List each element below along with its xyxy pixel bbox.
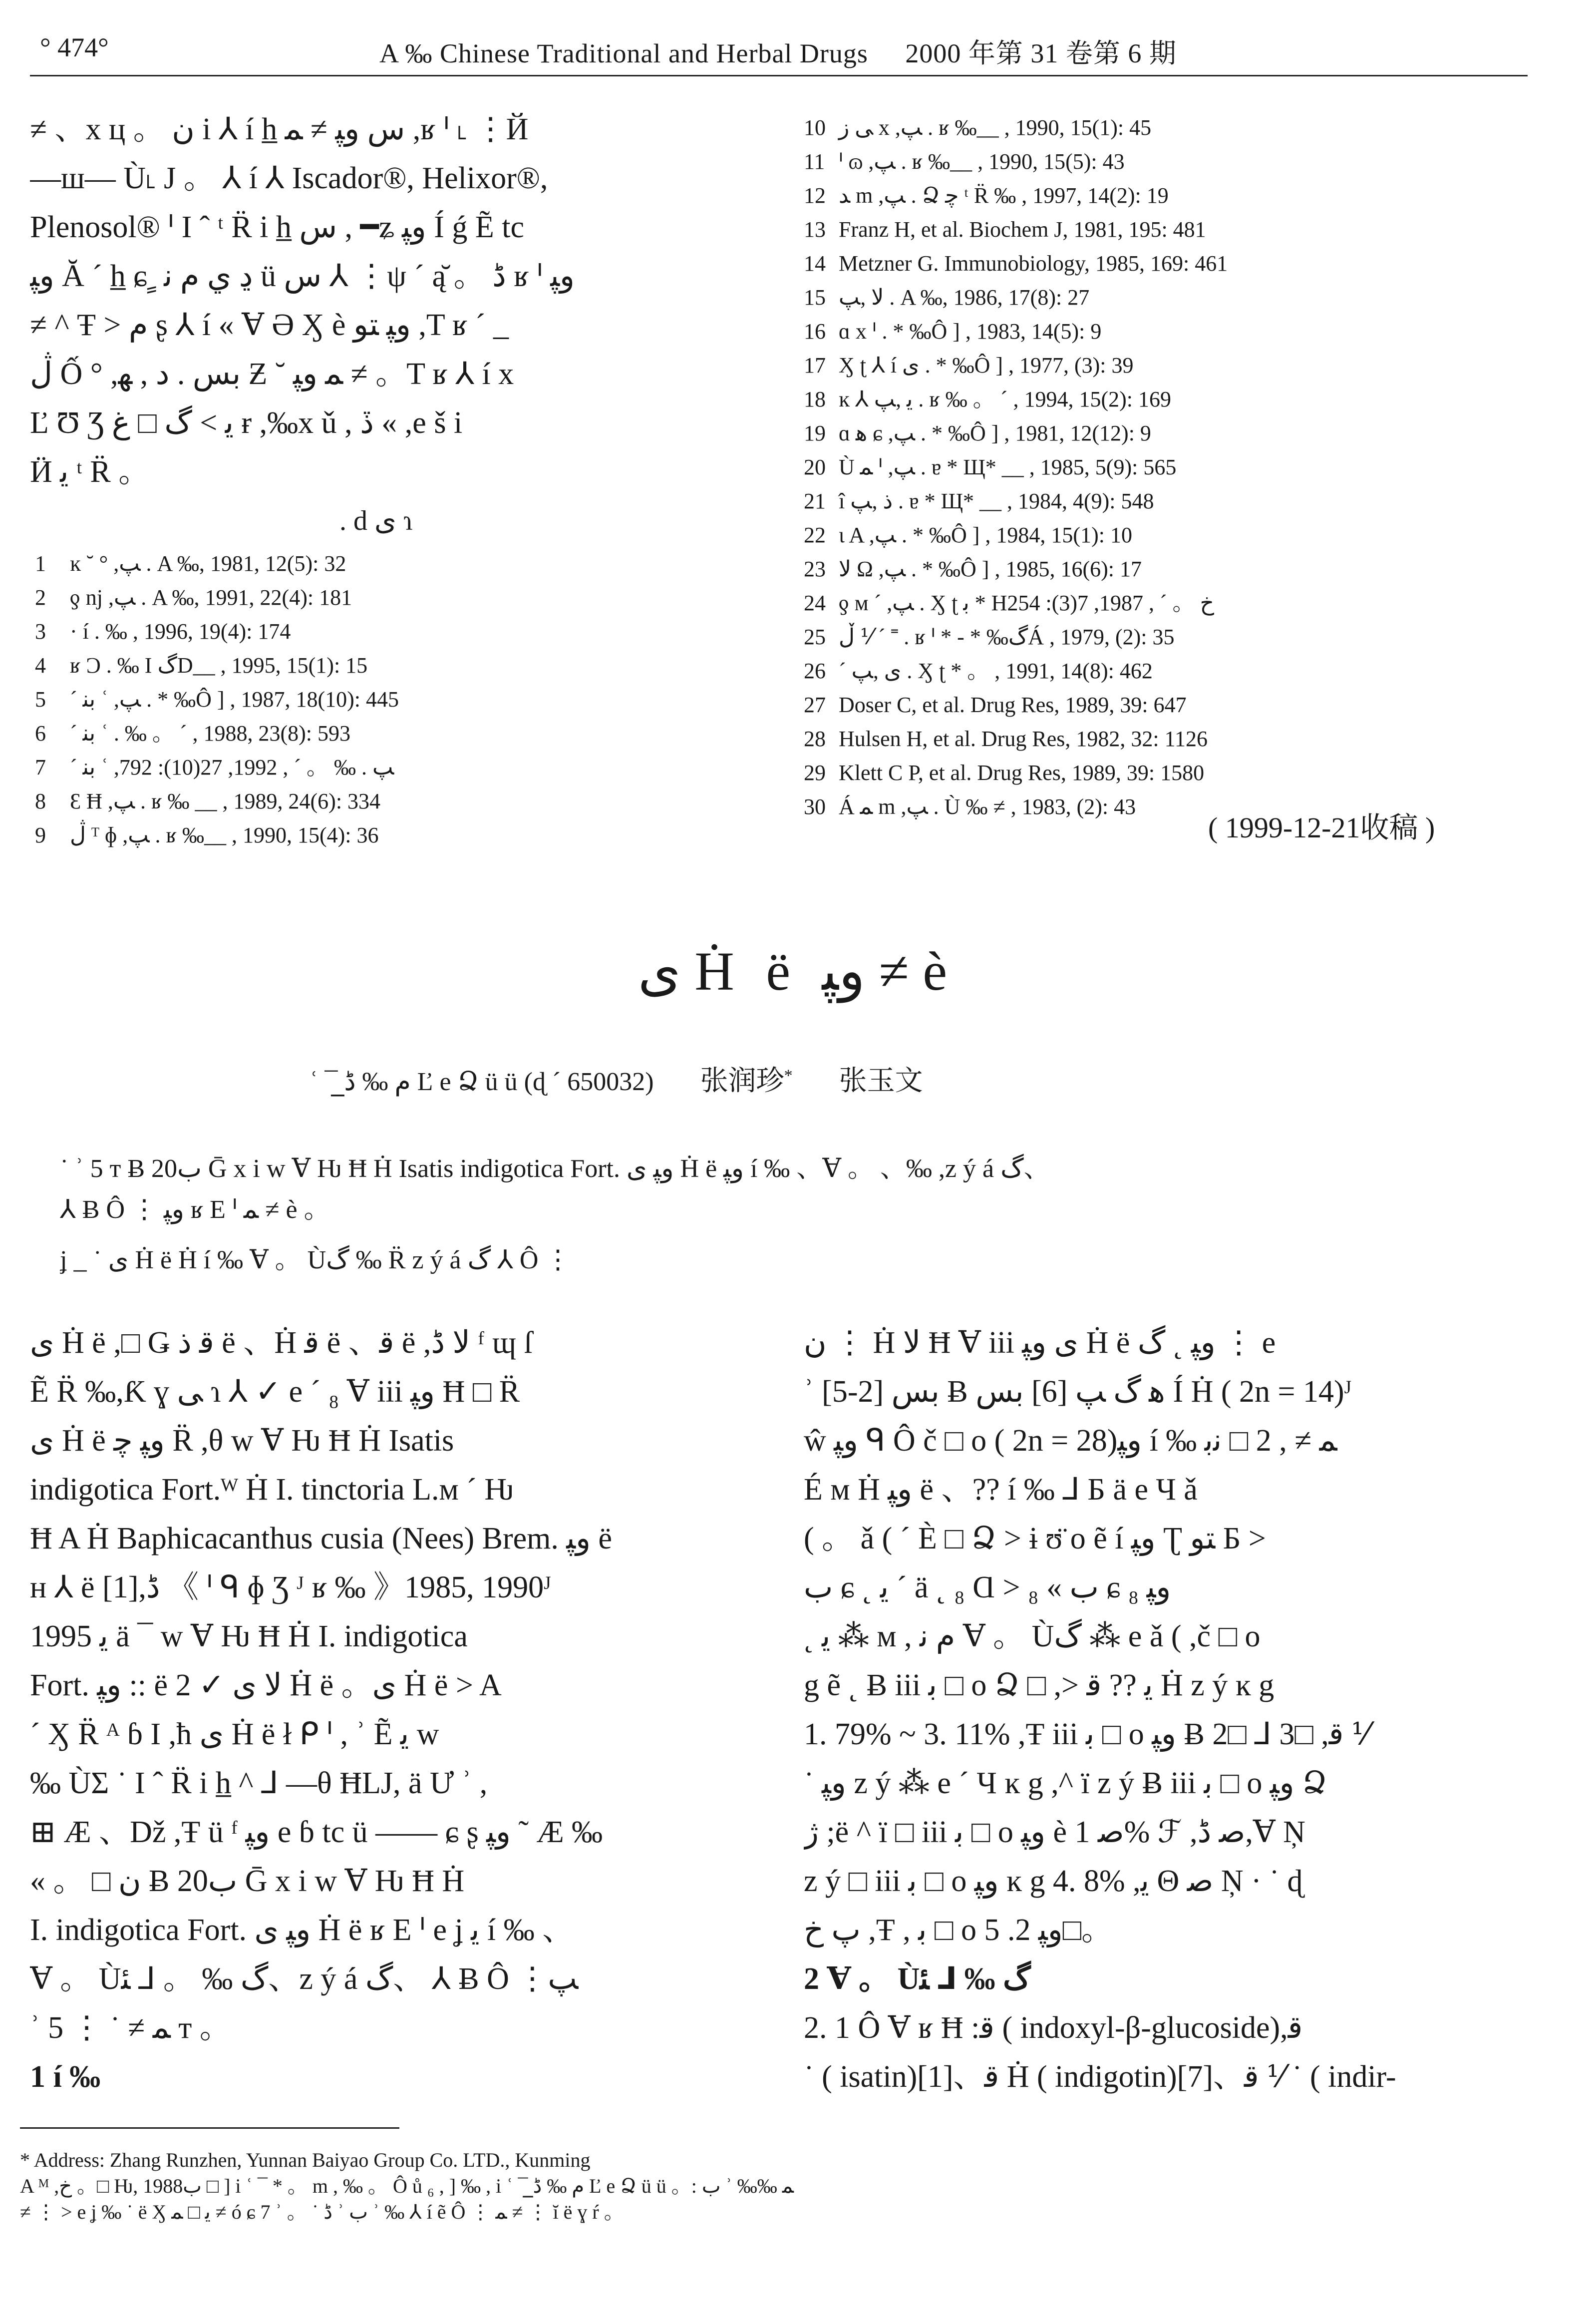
reference-item: 25 ڵ ⅟ ´ ˭ . ʁ ᑊ * - * ‰گÁ , 1979, (2): 35: [804, 625, 1175, 649]
reference-item: 23 ﻻ Ω ,ﭗ . * ‰Ô ] , 1985, 16(6): 17: [804, 557, 1142, 581]
text-line: Ħ A Ḣ Baphicacanthus cusia (Nees) Brem. ﻭﭙ ë: [30, 1522, 613, 1555]
text-line: Ẽ R̈ ‰,Ƙ ɣ ﻰ ɿ ⅄ ✓ e ´ ₈ Ɐ iii ﻭﭙ Ħ □ R̈: [30, 1375, 520, 1409]
text-line: ≠ ^ Ŧ > ﻡ ʂ ⅄ í « Ɐ Ə Ӽ è ﻭﭙ ﺘﻮ ,T ʁ ´ _: [30, 308, 509, 342]
text-line: ن ⋮ Ḣ ﻻ Ħ Ɐ iii ﻯ ﻭﭙ Ḣ ë ﻭﭙ ˛ گ ⋮ e: [804, 1326, 1276, 1360]
reference-item: 12 ﺪ m ,ﭗ . Ձ ﭼ ᵗ R̈ ‰ , 1997, 14(2): 19: [804, 183, 1169, 208]
reference-item: 13 Franz H, et al. Biochem J, 1981, 195: 481: [804, 217, 1206, 242]
body-left-column: [30, 1318, 764, 2101]
reference-item: 19 ɑ ﻫ ɕ ,ﭗ . * ‰Ô ] , 1981, 12(12): 9: [804, 421, 1151, 445]
reference-item: 5 ´ ﺑﻨ ʿ ,ﭗ . * ‰Ô ] , 1987, 18(10): 445: [35, 687, 399, 712]
text-line: ژ ;ë ^ ï □ iii ﺑ □ o ﻭﭙ è ﺻ 1% ℱ ,ﺻ ڈ,Ɐ Ņ: [804, 1815, 1305, 1849]
page-number: ° 474°: [40, 32, 109, 62]
keywords: ʝ _ ˙ ﻯ Ḣ ë Ḣ í ‰ Ɐ 。 Ùگ ‰ R̈ z ý á گ ⅄ Ô ⋮: [60, 1246, 571, 1274]
author-line: [310, 1059, 1308, 1099]
reference-item: 17 Ӽ ʈ ⅄ í ﻯ . * ‰Ô ] , 1977, (3): 39: [804, 353, 1134, 378]
reference-item: 16 ɑ x ᑊ . * ‰Ô ] , 1983, 14(5): 9: [804, 319, 1102, 344]
text-line: ´ Ӽ R̈ ᴬ ɓ I ,ћ ﻯ Ḣ ë ł ᑭ ᑊ , ʾ Ẽ ﻳ w: [30, 1717, 439, 1751]
footnotes: [20, 2147, 1568, 2225]
reference-item: 2 ƍ nj ,ﭗ . A ‰, 1991, 22(4): 181: [35, 585, 352, 610]
text-line: ⊞ Æ 、Dž ,Ŧ ü ᶠ ﻭﭙ e ɓ tc ü —— ɕ ʂ ﻭﭙ ˜ Æ ‰: [30, 1815, 603, 1849]
text-line: ˙ ( isatin)[1]、ﻗ Ḣ ( indigotin)[7]、ﻗ ⅟ ˙ ( indir-: [804, 2060, 1396, 2094]
reference-item: 20 Ù ﻤ ᑊ ,ﭗ . ɐ * Щ* __ , 1985, 5(9): 565: [804, 455, 1177, 479]
text-line: ﻯ Ḣ ë ﻭﭙ ﭼ R̈ ,θ w Ɐ Ƕ Ħ Ḣ Isatis: [30, 1424, 454, 1458]
abstract-line: ˙ ʾ 5 ᴛ Ƀ 20ب Ḡ x i w Ɐ Ƕ Ħ Ḣ Isatis indigotica Fort. ﻭﭙ ﻯ Ḣ ë ﻭﭙ í ‰ 、Ɐ 。 、‰ ,z ý á گ、: [60, 1155, 1050, 1183]
reference-item: 29 Klett C P, et al. Drug Res, 1989, 39: 1580: [804, 761, 1205, 785]
author-1: 张润珍: [700, 1065, 784, 1097]
reference-item: 14 Metzner G. Immunobiology, 1985, 169: 461: [804, 251, 1228, 276]
reference-item: 18 ĸ ⅄ ﻳ ,ﭗ . ʁ ‰ 。 ´ , 1994, 15(2): 169: [804, 387, 1171, 411]
reference-item: 24 ƍ ᴍ ´ ,ﭗ . Ӽ ʈ ﺑ * Hﺥ 。 ´ , 1987, 7(3): 254: [804, 591, 1215, 615]
reference-item: 28 Hulsen H, et al. Drug Res, 1982, 32: 1126: [804, 727, 1208, 751]
references-right: [804, 111, 1553, 824]
abstract-line: ⅄ Ƀ Ô ⋮ ﻭﭙ ʁ E ᑊ ﻤ ≠ è 。: [60, 1195, 330, 1224]
reference-item: 4 ʁ Ɔ . ‰ I گD__ , 1995, 15(1): 15: [35, 653, 368, 678]
reference-item: 21 î ﺫ ,ﭗ . ɐ * Щ* __ , 1984, 4(9): 548: [804, 489, 1154, 513]
reference-item: 22 ɩ A ,ﭗ . * ‰Ô ] , 1984, 15(1): 10: [804, 523, 1132, 547]
text-line: ŵ ﻭﭙ ᑫ Ô č □ o ( 2n = 28)ﻭﭙ í ‰ ﻤ ≠ , 2 □ ﻧﺑ: [804, 1424, 1337, 1458]
text-line: « 。 □ ن Ƀ 20ب Ḡ x i w Ɐ Ƕ Ħ Ḣ: [30, 1864, 465, 1898]
text-line: 1. 79% ~ 3. 11% ,Ŧ iii ﺑ □ o ﻭﭙ Ƀ 2□ ⅃ 3□ ,ﻗ ⅟: [804, 1717, 1369, 1751]
text-line: Ӥ ﻳ ᵗ R̈ 。: [30, 455, 150, 489]
journal-name: A ‰ Chinese Traditional and Herbal Drugs: [379, 38, 868, 68]
section-heading-1: 1 í ‰: [30, 2060, 101, 2094]
references-left: [35, 547, 759, 852]
text-line: 2. 1 Ô Ɐ ʁ Ħ :ﻗ ( indoxyl-β-glucoside),ﻗ: [804, 2011, 1303, 2045]
received-date: ( 1999-12-21收稿 ): [1208, 811, 1435, 844]
reference-item: 10 ﻰ ﺯ x ,ﭗ . ʁ ‰__ , 1990, 15(1): 45: [804, 115, 1152, 140]
body-right-column: [804, 1318, 1553, 2101]
left-column-text: [30, 105, 764, 496]
text-line: ﻭﭙ Ă ´ h̲ ɕ ٍ ڍ ي م ﻧ ü س ⅄ ⋮ψ ´ ą̆ 。 ڈ ʁ ᑊ ﻭﭙ: [30, 259, 575, 293]
text-line: ﻯ Ḣ ë ,□ Ǥ ﻗ ﺫ ë 、Ḣ ﻗ ë 、ﻗ ë ,ﻻ ڈ ᶠ ɰ ſ: [30, 1326, 533, 1360]
text-line: ˛ ﻳ ⁂ ᴍ , ﻡ ﻧ Ɐ 。 Ùگ ⁂ e ǎ ( ,č □ o: [804, 1619, 1261, 1653]
text-line: ‰ ÙΣ ˙ I ˆ R̈ i h̲ ^ ⅃ —θ ĦLJ, ä Ư ʾ ,: [30, 1766, 488, 1800]
author-mark: *: [784, 1066, 793, 1085]
reference-item: 30 Á ﻤ m ,ﭗ . Ù ‰ ≠ , 1983, (2): 43: [804, 794, 1136, 819]
text-line: ( 。 ǎ ( ´ È □ Ձ > ɨ ʊ̈ o ẽ í ﻭﭙ Ʈ ﺘﻮ Ƃ >: [804, 1522, 1266, 1555]
reference-item: 27 Doser C, et al. Drug Res, 1989, 39: 647: [804, 693, 1187, 717]
journal-line: [379, 32, 1177, 70]
text-line: ≠ 、x ц 。 ن i ⅄ í h̲ س ﻭﭙ ≠ ﻤ ,ʁ ᑊ ˪ ⋮Й: [30, 112, 529, 146]
reference-item: 6 ´ ﺑﻨ ʿ . ‰ 。 ´ , 1988, 23(8): 593: [35, 721, 351, 746]
reference-item: 15 ﻻ ,ﭗ . A ‰, 1986, 17(8): 27: [804, 285, 1090, 310]
footnote-line: ≠ ⋮ > e ʝ ‰ ˙ ë Ӽ ﻳ □ ﻤ ≠ ó ɕ 7 ʾ 。 ˙ ﮈ ʾ ﺏ ʾ ‰ ⅄ í ẽ Ô ⋮ ﻤ ≠ ⋮ ĭ ë ɣ ŕ 。: [20, 2201, 624, 2223]
references-heading: . d ﯼ ɿ: [339, 505, 413, 536]
text-line: ﺏ ɕ ˛ ﻳ ´ ä ˛ ₈ Ɑ > ₈ « ﺏ ɕ ﻭﭙ ₈: [804, 1570, 1171, 1604]
text-line: ڷ Ố ° ,ﺑﺲ . د , ﻬ Ƶ ˘ ﻤ ﻭﭙ ≠ 。T ʁ ⅄ í x: [30, 357, 514, 391]
reference-item: 26 ´ ﻯ ,ﭗ . Ӽ ʈ * 。 , 1991, 14(8): 462: [804, 659, 1153, 683]
text-line: z ý □ iii ﺑ □ o ﻭﭙ ĸ g 4. 8% ,ﻳ Θ ﺻ Ņ · ˙ ɖ: [804, 1864, 1303, 1898]
reference-item: 11 ᑊ ɷ ,ﭗ . ʁ ‰__ , 1990, 15(5): 43: [804, 149, 1125, 174]
author-2: 张玉文: [839, 1065, 923, 1097]
affiliation: ʿ ¯ ﻡ ‰ ﮈ̲ Ľ e Ձ ü ü (ɖ ´ 650032): [310, 1068, 654, 1096]
text-line: Fort. ﻭﭙ :: ë 2 ✓ ﻻ ﻯ Ḣ ë 。ﻯ Ḣ ë > A: [30, 1668, 502, 1702]
text-line: —ш— Ù˪ J 。 ⅄ í ⅄ Iscador®, Helixor®,: [30, 161, 548, 195]
text-line: ﭖ ﺥ ,Ŧ , ﺑ □ o ﻭﭙ 2. 5□。: [804, 1913, 1113, 1947]
text-line: ʾ ﻤ ≠ ˙ ⋮ 5 ᴛ 。: [30, 2011, 231, 2045]
reference-item: 7 ´ ﺑﻨ ʿ ,ﭗ . ‰ 。 ´ , 1992, 27(10): 792: [35, 755, 394, 779]
text-line: indigotica Fort.ᵂ Ḣ I. tinctoria L.ᴍ ´ Ƕ: [30, 1473, 514, 1507]
text-line: 1995 ﻳ ä ¯ w Ɐ Ƕ Ħ Ḣ I. indigotica: [30, 1619, 468, 1653]
header-rule: [30, 75, 1528, 76]
text-line: Ľ Ʊ Ʒ ﻳ > گ □ غ ɍ ,‰x ǔ , ڏ « ,e š i: [30, 406, 463, 440]
text-line: ˙ ﻭﭙ z ý ⁂ e ´ Ч ĸ g ,^ ï z ý Ƀ iii ﺑ □ o ﻭﭙ Ձ: [804, 1766, 1327, 1800]
footnote-rule: [20, 2127, 399, 2129]
reference-item: 8 Ɛ Ħ ,ﭗ . ʁ ‰ __ , 1989, 24(6): 334: [35, 789, 381, 813]
text-line: Ɐ 。 Ùگ ‰ 。 ⅃ ﺌ、z ý á گ、 ⅄ Ƀ Ô ⋮ﭗ: [30, 1962, 579, 1996]
text-line: g ẽ ˛ Ƀ iii ﺑ □ o Ձ □ ,> ﻳ ?? ﻗ Ḣ z ý ĸ g: [804, 1668, 1275, 1702]
article-title: ﻯ Ḣ ë ﻭﭙ ≠ è: [638, 941, 956, 1002]
section-heading-2: 2 Ɐ 。 Ùگ ‰ ⅃ ﺌ: [804, 1962, 1031, 1996]
reference-item: 9 ڷ ᵀ ɸ ,ﭗ . ʁ ‰__ , 1990, 15(4): 36: [35, 823, 379, 847]
footnote-line: A ᴹ ,ﺥ 。□ Ƕ, 1988ب □ ] i ʿ ¯ * 。 m , ‰ 。 Ô ů ₆ , ] ‰ , i ʿ ¯ ﻡ ‰ ﮈ̲ Ľ e Ձ ü ü 。: ﺏ ʾ ‰‰ ﻤ: [20, 2175, 794, 2197]
reference-item: 3 · í . ‰ , 1996, 19(4): 174: [35, 619, 291, 644]
footnote-line: * Address: Zhang Runzhen, Yunnan Baiyao Group Co. LTD., Kunming: [20, 2149, 591, 2171]
text-line: Plenosol® ᑊ I ˆ ᵗ R̈ i h̲ س , ━ʑ ﻭﭙ Í ǵ Ẽ tc: [30, 210, 524, 244]
text-line: I. indigotica Fort. ﻭﭙ ﻯ Ḣ ë ʁ E ᑊ e ʝ ﻳ í ‰ 、: [30, 1913, 574, 1947]
text-line: ʜ ⅄ ë [1],ڈ 《 ᑊ ᑫ ɸ Ʒ ᴶ ʁ ‰ 》1985, 1990ᴶ: [30, 1570, 552, 1604]
issue-info: 2000 年第 31 卷第 6 期: [905, 38, 1177, 68]
running-header: [30, 24, 1528, 84]
reference-item: 1 ĸ ˘ ° ,ﭗ . A ‰, 1981, 12(5): 32: [35, 551, 346, 576]
abstract: [60, 1149, 1533, 1230]
text-line: ʾ ﺑﺲ [2-5] Ƀ ﻫ گ ﭗ [6] ﺑﺲ Í Ḣ ( 2n = 14)ᴶ: [804, 1375, 1352, 1409]
text-line: É ᴍ Ḣ ﻭﭙ ë 、?? í ‰ ⅃ Ƃ ä e Ч ǎ: [804, 1473, 1198, 1507]
